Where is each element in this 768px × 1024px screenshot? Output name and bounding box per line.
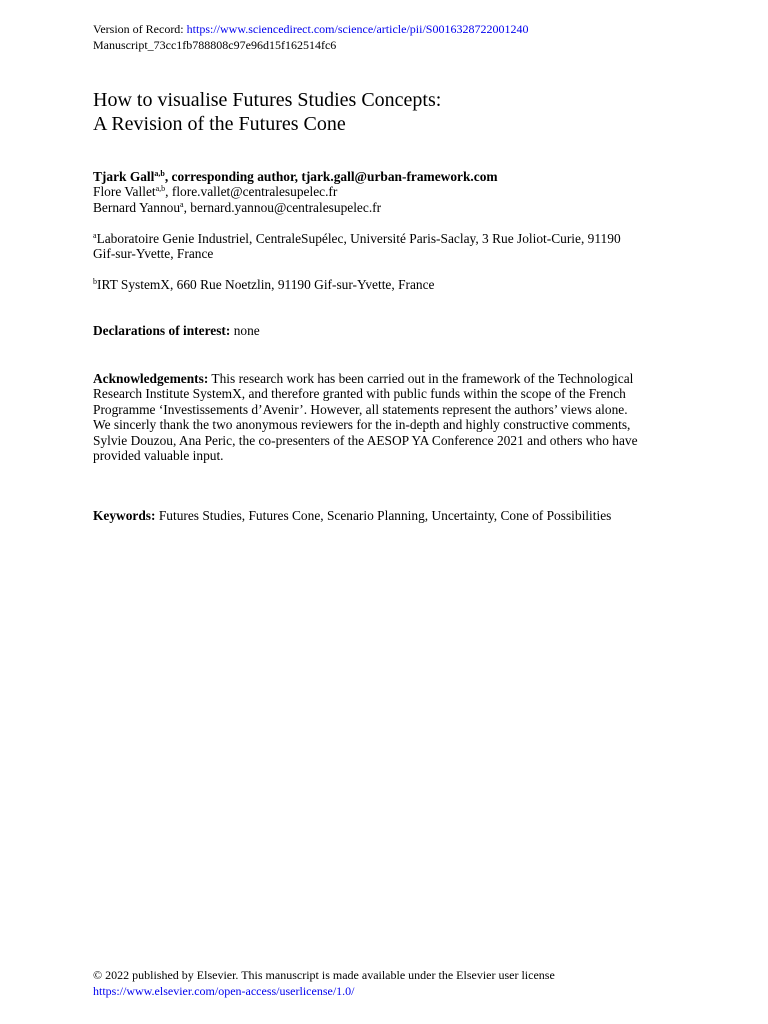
affiliation-line: IRT SystemX, 660 Rue Noetzlin, 91190 Gif-sur-Yvette, France <box>97 277 435 292</box>
acknowledgements-line: Programme ‘Investissements d’Avenir’. However, all statements represent the authors’ views alone. <box>93 401 628 417</box>
author-affiliation-mark: a,b <box>154 169 165 178</box>
keywords-label: Keywords: <box>93 508 156 523</box>
license-text: © 2022 published by Elsevier. This manuscript is made available under the Elsevier user license <box>93 968 555 982</box>
title-line-2: A Revision of the Futures Cone <box>93 113 346 135</box>
author-list <box>93 169 498 215</box>
declarations-label: Declarations of interest: <box>93 323 231 338</box>
affiliation-a <box>93 231 621 262</box>
version-url-link[interactable]: https://www.sciencedirect.com/science/article/pii/S0016328722001240 <box>186 22 529 36</box>
keywords <box>93 508 611 523</box>
acknowledgements-line: Research Institute SystemX, and therefore granted with public funds within the scope of the French <box>93 386 626 402</box>
author-name: Bernard Yannou <box>93 199 181 215</box>
manuscript-id: Manuscript_73cc1fb788808c97e96d15f162514fc6 <box>93 38 337 52</box>
author-affiliation-mark: a <box>180 199 184 209</box>
author-item <box>93 200 498 215</box>
author-name: Flore Vallet <box>93 184 156 200</box>
author-affiliation-mark: a,b <box>155 184 166 194</box>
paper-title <box>93 88 441 136</box>
version-of-record-line <box>93 22 528 36</box>
author-name: Tjark Gall <box>93 169 155 184</box>
acknowledgements-line: Sylvie Douzou, Ana Peric, the co-presenters of the AESOP YA Conference 2021 and others who have <box>93 432 638 448</box>
acknowledgements-line: provided valuable input. <box>93 448 224 464</box>
declarations-value: none <box>230 323 260 338</box>
author-item <box>93 184 498 199</box>
affiliation-mark: a <box>93 231 97 240</box>
author-details: , corresponding author, tjark.gall@urban-framework.com <box>164 169 498 184</box>
affiliation-line: Laboratoire Genie Industriel, CentraleSupélec, Université Paris-Saclay, 3 Rue Joliot-Curie, 91190 <box>96 231 621 246</box>
acknowledgements-line: We sincerly thank the two anonymous reviewers for the in-depth and highly constructive comments, <box>93 417 631 433</box>
affiliation-line: Gif-sur-Yvette, France <box>93 246 214 262</box>
acknowledgements-line: This research work has been carried out in the framework of the Technological <box>208 371 634 386</box>
acknowledgements <box>93 371 693 463</box>
author-details: , bernard.yannou@centralesupelec.fr <box>183 199 382 215</box>
author-item <box>93 169 498 184</box>
version-label: Version of Record: <box>93 22 184 36</box>
license-url-wrapper <box>93 984 354 998</box>
declarations-of-interest <box>93 323 260 338</box>
affiliation-b <box>93 277 435 292</box>
author-details: , flore.vallet@centralesupelec.fr <box>165 184 338 200</box>
affiliation-mark: b <box>93 277 97 286</box>
acknowledgements-label: Acknowledgements: <box>93 371 209 386</box>
license-url-link[interactable]: https://www.elsevier.com/open-access/userlicense/1.0/ <box>93 984 355 998</box>
keywords-value: Futures Studies, Futures Cone, Scenario Planning, Uncertainty, Cone of Possibilities <box>155 508 612 523</box>
title-line-1: How to visualise Futures Studies Concepts: <box>93 89 442 111</box>
